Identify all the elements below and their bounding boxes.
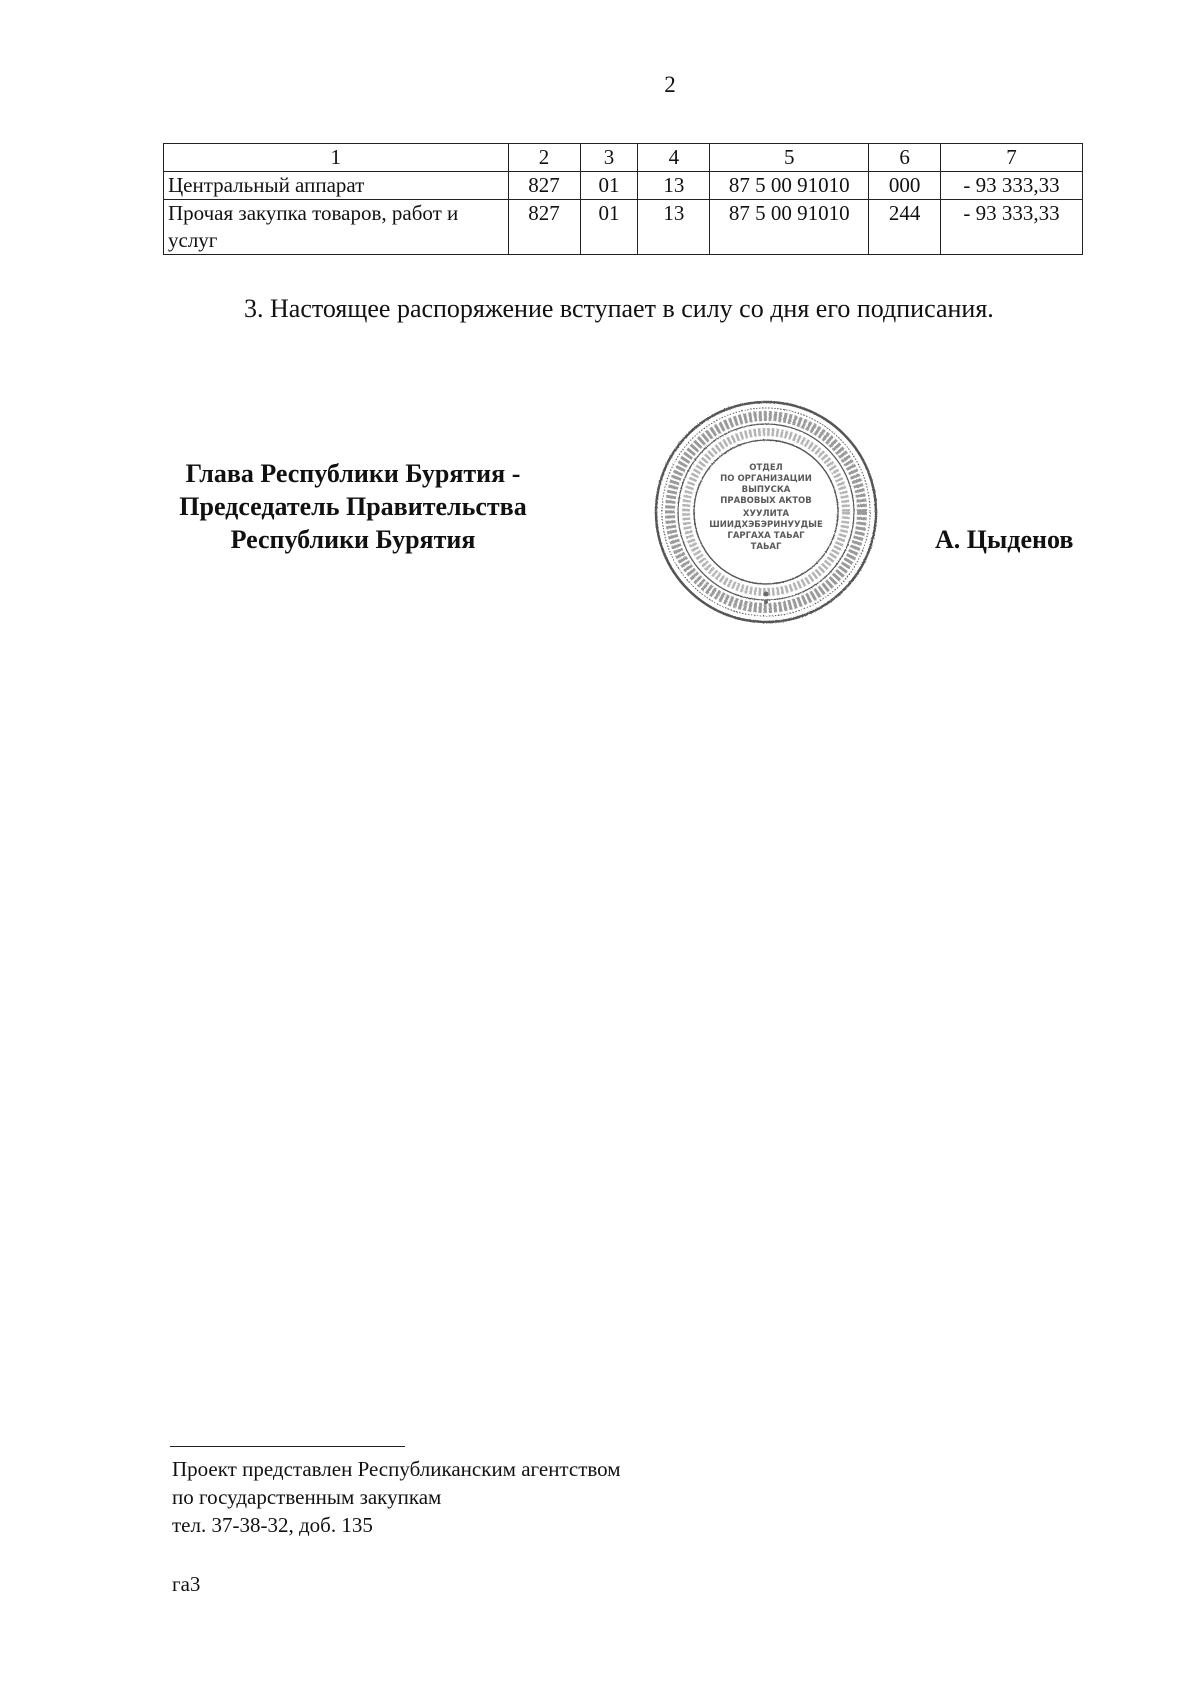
footnote xyxy=(172,1455,621,1539)
table-cell: 13 xyxy=(638,200,710,255)
table-cell-name: Центральный аппарат xyxy=(164,172,509,200)
table-cell: 827 xyxy=(508,200,580,255)
footnote-line: по государственным закупкам xyxy=(172,1485,442,1509)
table-cell: 87 5 00 91010 xyxy=(710,200,869,255)
footnote-line: Проект представлен Республиканским агентством xyxy=(172,1457,621,1481)
budget-table xyxy=(163,143,1083,255)
table-row xyxy=(164,200,1083,255)
seal-center-line: ГАРГАХА ТАЬАГ xyxy=(727,531,805,541)
footnote-divider xyxy=(170,1446,405,1447)
table-header-cell: 1 xyxy=(164,144,509,172)
table-header-cell: 2 xyxy=(508,144,580,172)
clause-3: 3. Настоящее распоряжение вступает в силу со дня его подписания. xyxy=(244,294,994,323)
table-cell: 01 xyxy=(580,200,638,255)
signatory-title-line: Республики Бурятия xyxy=(230,525,476,554)
table-cell: 827 xyxy=(508,172,580,200)
table-header-row xyxy=(164,144,1083,172)
table-cell-name: Прочая закупка товаров, работ и услуг xyxy=(164,200,509,255)
seal-center-line: ПРАВОВЫХ АКТОВ xyxy=(720,496,812,506)
table-header-cell: 6 xyxy=(869,144,941,172)
page-number: 2 xyxy=(664,72,676,97)
footnote-line: тел. 37-38-32, доб. 135 xyxy=(172,1513,373,1537)
table-header-cell: 4 xyxy=(638,144,710,172)
official-seal-icon xyxy=(650,398,882,626)
table-cell: 87 5 00 91010 xyxy=(710,172,869,200)
seal-center-line: ШИИДХЭБЭРИНУУДЫЕ xyxy=(709,520,823,530)
seal-center-line: ОТДЕЛ xyxy=(749,463,783,473)
table-header-cell: 7 xyxy=(941,144,1083,172)
table-row xyxy=(164,172,1083,200)
signatory-title xyxy=(163,457,543,556)
table-header-cell: 3 xyxy=(580,144,638,172)
signatory-title-line: Глава Республики Бурятия - xyxy=(185,459,521,488)
seal-center-line: ХУУЛИТА xyxy=(742,509,790,519)
executor-initials: га3 xyxy=(172,1572,201,1596)
table-cell: - 93 333,33 xyxy=(941,200,1083,255)
table-cell: 244 xyxy=(869,200,941,255)
seal-center-line: ВЫПУСКА xyxy=(741,485,791,495)
table-cell: - 93 333,33 xyxy=(941,172,1083,200)
signatory-title-line: Председатель Правительства xyxy=(179,492,527,521)
seal-center-line: ТАЬАГ xyxy=(750,542,782,552)
table-cell: 01 xyxy=(580,172,638,200)
table-cell: 000 xyxy=(869,172,941,200)
seal-center-line: ПО ОРГАНИЗАЦИИ xyxy=(720,474,812,484)
table-cell: 13 xyxy=(638,172,710,200)
table-header-cell: 5 xyxy=(710,144,869,172)
signatory-name: А. Цыденов xyxy=(935,525,1074,554)
